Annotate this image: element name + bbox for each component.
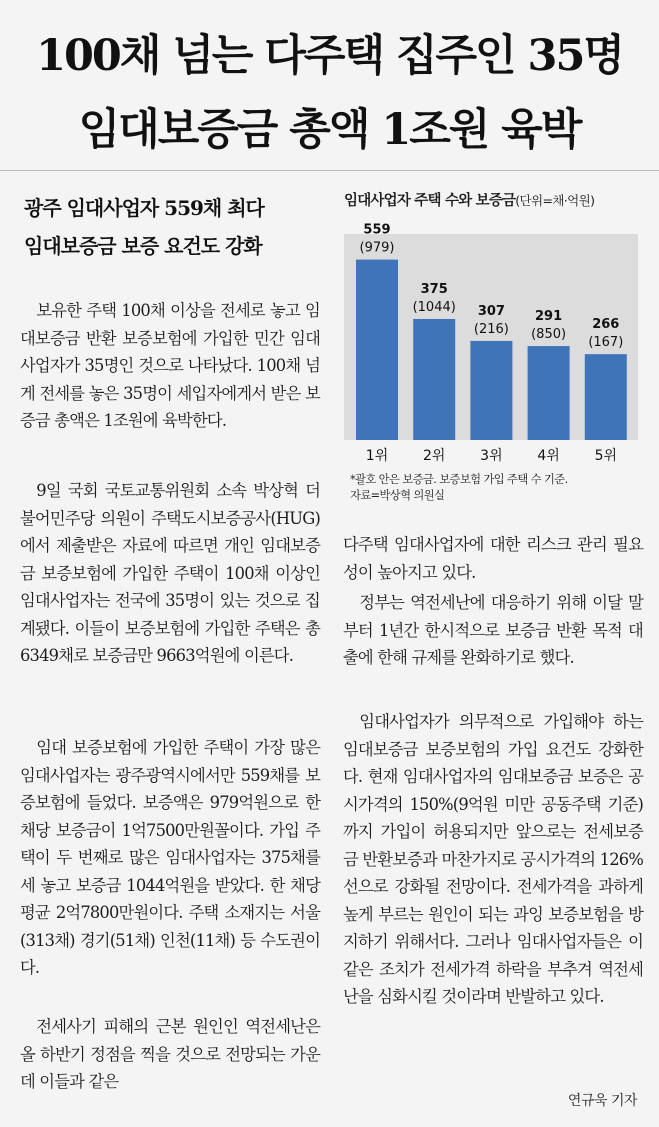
chart-title <box>344 189 594 210</box>
bar-value-label-3: 307 <box>477 303 505 319</box>
chart-note: *괄호 안은 보증금. 보증보험 가입 주택 수 기준. <box>350 473 568 486</box>
bar-5 <box>585 354 627 440</box>
bar-value-label-2: 375 <box>420 281 448 297</box>
headline-line-2: 임대보증금 총액 1조원 육박 <box>78 105 581 155</box>
category-label-3: 3위 <box>480 448 503 464</box>
category-label-4: 4위 <box>537 448 560 464</box>
article-paragraph-3: 임대 보증보험에 가입한 주택이 가장 많은 임대사업자는 광주광역시에서만 559채를 보증보험에 들었다. 보증액은 979억원으로 한 채당 보증금이 1억7500만원꼴이다. 가입 주택이 두 번째로 많은 임대사업자는 375채를 세 놓고 보증금 1044억원을 받았다. 한 채당 평균 2억7800만원이다. 주택 소재지는 서울(313채) 경기(51채) 인천(11채) 등 수도권이다. <box>20 738 320 977</box>
category-label-5: 5위 <box>594 448 618 464</box>
category-label-1: 1위 <box>365 448 389 464</box>
bar-deposit-label-1: (979) <box>359 240 395 256</box>
headline-line-1: 100채 넘는 다주택 집주인 35명 <box>36 31 623 81</box>
bar-chart <box>340 210 640 470</box>
article-paragraph-6: 정부는 역전세난에 대응하기 위해 이달 말부터 1년간 한시적으로 보증금 반환 목적 대출에 한해 규제를 완화하기로 했다. <box>343 593 643 667</box>
article-paragraph-1: 보유한 주택 100채 이상을 전세로 놓고 임대보증금 반환 보증보험에 가입한 민간 임대사업자가 35명인 것으로 나타났다. 100채 넘게 전세를 놓은 35명이 세입자에게서 받은 보증금 총액은 1조원에 육박한다. <box>20 301 320 430</box>
bar-1 <box>356 260 398 440</box>
article-paragraph-5: 다주택 임대사업자에 대한 리스크 관리 필요성이 높아지고 있다. <box>343 535 643 582</box>
byline: 연규욱 기자 <box>567 1093 637 1109</box>
bar-deposit-label-3: (216) <box>473 321 509 337</box>
subheadline-line-2: 임대보증금 보증 요건도 강화 <box>24 234 262 258</box>
chart-title-text: 임대사업자 주택 수와 보증금 <box>344 193 516 209</box>
article-paragraph-7: 임대사업자가 의무적으로 가입해야 하는 임대보증금 보증보험의 가입 요건도 강화한다. 현재 임대사업자의 임대보증금 보증은 공시가격의 150%(9억원 미만 공동주택 기준)까지 가입이 허용되지만 앞으로는 전세보증금 반환보증과 마찬가지로 공시가격의 126% 선으로 강화될 전망이다. 전세가격을 과하게 높게 부르는 원인이 되는 과잉 보증보험을 방지하기 위해서다. 그러나 임대사업자들은 이 같은 조치가 전세가격 하락을 부추겨 역전세난을 심화시킬 것이라며 반발하고 있다. <box>343 712 643 1006</box>
bar-deposit-label-2: (1044) <box>412 299 456 315</box>
chart-unit: (단위=채·억원) <box>515 193 595 208</box>
bar-value-label-4: 291 <box>535 309 563 325</box>
bar-value-label-1: 559 <box>363 222 391 238</box>
article-paragraph-4: 전세사기 피해의 근본 원인인 역전세난은 올 하반기 정점을 찍을 것으로 전망되는 가운데 이들과 같은 <box>20 1017 320 1091</box>
bar-deposit-label-4: (850) <box>531 327 567 343</box>
chart-source: 자료=박상혁 의원실 <box>350 489 445 502</box>
bar-2 <box>413 319 455 440</box>
bar-deposit-label-5: (167) <box>588 335 624 351</box>
headline-divider <box>0 170 659 171</box>
bar-4 <box>528 346 570 440</box>
bar-value-label-5: 266 <box>592 317 620 333</box>
category-label-2: 2위 <box>422 448 446 464</box>
subheadline-line-1: 광주 임대사업자 559채 최다 <box>24 196 264 220</box>
article-paragraph-2: 9일 국회 국토교통위원회 소속 박상혁 더불어민주당 의원이 주택도시보증공사(HUG)에서 제출받은 자료에 따르면 개인 임대보증금 보증보험에 가입한 주택이 100채 이상인 임대사업자는 전국에 35명이 있는 것으로 집계됐다. 이들이 보증보험에 가입한 주택은 총 6349채로 보증금만 9663억원에 이른다. <box>20 481 320 665</box>
bar-3 <box>470 341 512 440</box>
